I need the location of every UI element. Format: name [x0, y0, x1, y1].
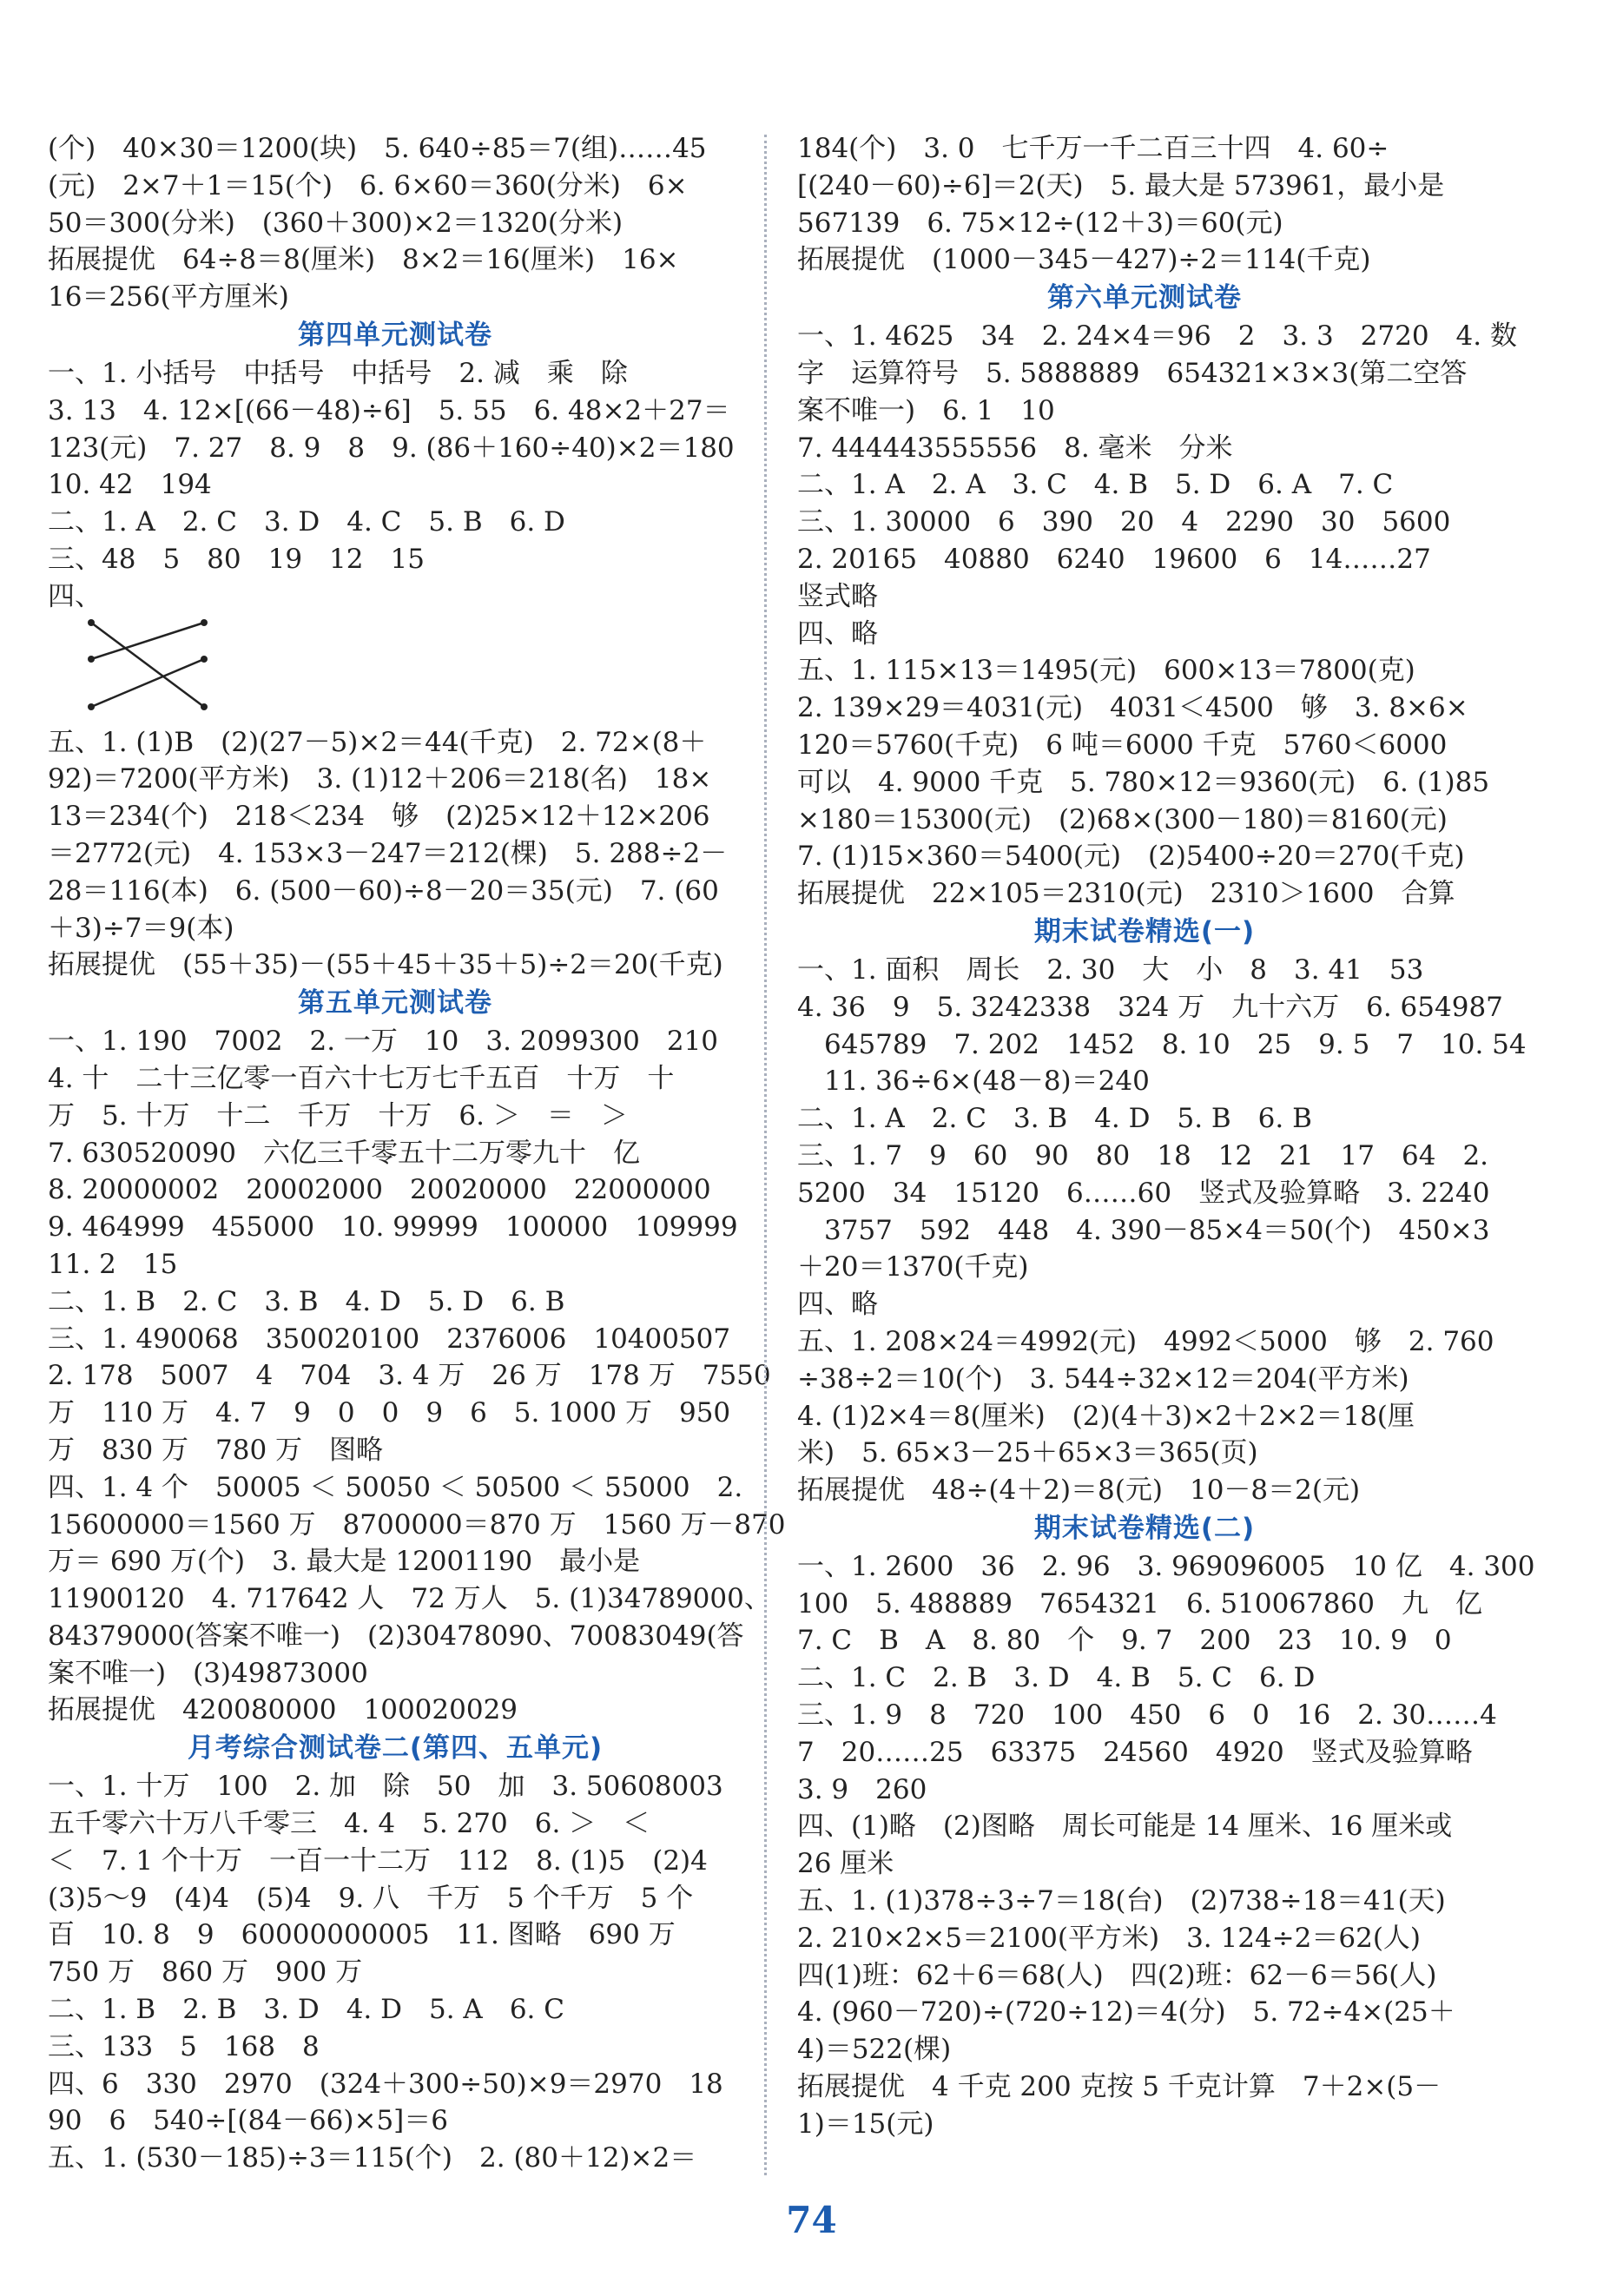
answer-line: 一、1. 4625 34 2. 24×4＝96 2 3. 3 2720 4. 数 [797, 320, 1517, 353]
answer-line: 五、1. (1)B (2)(27－5)×2＝44(千克) 2. 72×(8＋ [48, 726, 707, 758]
answer-line: 7. C B A 8. 80 个 9. 7 200 23 10. 9 0 [797, 1625, 1452, 1657]
answer-line: 645789 7. 202 1452 8. 10 25 9. 5 7 10. 54 [797, 1028, 1527, 1060]
answer-line: 三、1. 9 8 720 100 450 6 0 16 2. 30……4 [797, 1699, 1497, 1732]
answer-line: 2. 210×2×5＝2100(平方米) 3. 124÷2＝62(人) [797, 1922, 1422, 1954]
answer-line: 92)＝7200(平方米) 3. (1)12＋206＝218(名) 18× [48, 763, 712, 795]
answer-line: ＋3)÷7＝9(本) [48, 912, 234, 944]
answer-line: 3757 592 448 4. 390－85×4＝50(个) 450×3 [797, 1214, 1490, 1246]
matching-lines-figure [48, 616, 742, 724]
answer-line: 案不唯一) (3)49873000 [48, 1657, 368, 1689]
answer-line: 五千零六十万八千零三 4. 4 5. 270 6. ＞ ＜ [48, 1808, 650, 1840]
answer-line: 90 6 540÷[(84－66)×5]＝6 [48, 2105, 449, 2137]
answer-line: 4. 十 二十三亿零一百六十七万七千五百 十万 十 [48, 1062, 675, 1094]
answer-line: [(240－60)÷6]＝2(天) 5. 最大是 573961，最小是 [797, 169, 1445, 201]
answer-line: 四、(1)略 (2)图略 周长可能是 14 厘米、16 厘米或 [797, 1811, 1453, 1843]
answer-line: 28＝116(本) 6. (500－60)÷8－20＝35(元) 7. (60 [48, 874, 719, 907]
answer-line: 三、1. 7 9 60 90 80 18 12 21 17 64 2. [797, 1139, 1489, 1171]
answer-line: (个) 40×30＝1200(块) 5. 640÷85＝7(组)……45 [48, 133, 707, 164]
answer-line: 三、48 5 80 19 12 15 [48, 543, 425, 575]
page-number: 74 [786, 2199, 837, 2241]
answer-line: 二、1. C 2. B 3. D 4. B 5. C 6. D [797, 1662, 1316, 1694]
answer-line: 184(个) 3. 0 七千万一千二百三十四 4. 60÷ [797, 133, 1389, 164]
answer-line: 三、1. 490068 350020100 2376006 10400507 [48, 1323, 731, 1355]
answer-line: ＋20＝1370(千克) [797, 1251, 1029, 1283]
answer-line: ÷38÷2＝10(个) 3. 544÷32×12＝204(平方米) [797, 1362, 1409, 1395]
answer-line: 7. (1)15×360＝5400(元) (2)5400÷20＝270(千克) [797, 841, 1465, 873]
answer-line: 拓展提优 4 千克 200 克按 5 千克计算 7＋2×(5－ [797, 2071, 1442, 2103]
column-divider [764, 135, 767, 2175]
answer-line: 9. 464999 455000 10. 99999 100000 109999 [48, 1211, 738, 1244]
answer-line: 拓展提优 (1000－345－427)÷2＝114(千克) [797, 244, 1371, 276]
answer-line: 五、1. 208×24＝4992(元) 4992＜5000 够 2. 760 [797, 1325, 1494, 1357]
answer-line: 4. 36 9 5. 3242338 324 万 九十六万 6. 654987 [797, 991, 1503, 1023]
answer-line: 一、1. 面积 周长 2. 30 大 小 8 3. 41 53 [797, 953, 1424, 986]
answer-line: 万 110 万 4. 7 9 0 0 9 6 5. 1000 万 950 [48, 1397, 731, 1429]
answer-line: 2. 178 5007 4 704 3. 4 万 26 万 178 万 7550 [48, 1360, 771, 1392]
answer-line: 万＝ 690 万(个) 3. 最大是 12001190 最小是 [48, 1546, 641, 1578]
answer-line: 二、1. B 2. B 3. D 4. D 5. A 6. C [48, 1994, 564, 2026]
answer-line: 3. 9 260 [797, 1773, 927, 1805]
answer-line: 字 运算符号 5. 5888889 654321×3×3(第二空答 [797, 357, 1468, 389]
answer-line: 84379000(答案不唯一) (2)30478090、70083049(答 [48, 1620, 744, 1652]
answer-line: 2. 20165 40880 6240 19600 6 14……27 [797, 543, 1431, 575]
answer-line: 4)＝522(棵) [797, 2034, 952, 2066]
answer-line: 5200 34 15120 6……60 竖式及验算略 3. 2240 [797, 1177, 1490, 1209]
section-heading: 期末试卷精选(二) [1033, 1512, 1256, 1544]
answer-line: 10. 42 194 [48, 469, 212, 501]
answer-line: 1)＝15(元) [797, 2108, 934, 2140]
answer-line: 可以 4. 9000 千克 5. 780×12＝9360(元) 6. (1)85 [797, 766, 1490, 798]
answer-line: ＝2772(元) 4. 153×3－247＝212(棵) 5. 288÷2－ [48, 837, 728, 869]
answer-line: 一、1. 2600 36 2. 96 3. 969096005 10 亿 4. 300 [797, 1550, 1535, 1582]
section-heading: 第四单元测试卷 [298, 319, 492, 351]
answer-line: 123(元) 7. 27 8. 9 8 9. (86＋160÷40)×2＝180 [48, 432, 735, 464]
answer-line: (元) 2×7＋1＝15(个) 6. 6×60＝360(分米) 6× [48, 169, 688, 201]
answer-line: 万 5. 十万 十二 千万 十万 6. ＞ ＝ ＞ [48, 1099, 628, 1132]
answer-line: 13＝234(个) 218＜234 够 (2)25×12＋12×206 [48, 801, 710, 833]
answer-line: 二、1. B 2. C 3. B 4. D 5. D 6. B [48, 1285, 565, 1317]
answer-line: 米) 5. 65×3－25＋65×3＝365(页) [797, 1437, 1258, 1469]
answer-line: 四(1)班：62＋6＝68(人) 四(2)班：62－6＝56(人) [797, 1959, 1437, 1991]
answer-line: 567139 6. 75×12÷(12＋3)＝60(元) [797, 207, 1283, 239]
answer-line: 四、1. 4 个 50005 ＜ 50050 ＜ 50500 ＜ 55000 2. [48, 1471, 743, 1503]
left-column [48, 130, 786, 2177]
answer-line: 一、1. 小括号 中括号 中括号 2. 减 乘 除 [48, 357, 628, 389]
answer-line: 8. 20000002 20002000 20020000 22000000 [48, 1174, 711, 1206]
answer-line: 7. 444443555556 8. 毫米 分米 [797, 432, 1233, 464]
answer-line: 11900120 4. 717642 人 72 万人 5. (1)34789000、 [48, 1583, 771, 1615]
answer-line: 万 830 万 780 万 图略 [48, 1434, 384, 1466]
answer-line: 7. 630520090 六亿三千零五十二万零九十 亿 [48, 1137, 640, 1169]
answer-line: 四、略 [797, 617, 878, 650]
answer-line: 四、6 330 2970 (324＋300÷50)×9＝2970 18 [48, 2068, 723, 2100]
answer-line: 五、1. 115×13＝1495(元) 600×13＝7800(克) [797, 655, 1415, 687]
section-heading: 第五单元测试卷 [298, 987, 492, 1019]
answer-line: 五、1. (1)378÷3÷7＝18(台) (2)738÷18＝41(天) [797, 1885, 1446, 1917]
answer-line: 拓展提优 (55＋35)－(55＋45＋35＋5)÷2＝20(千克) [48, 949, 723, 981]
answer-line: 竖式略 [797, 580, 878, 612]
answer-line: 一、1. 190 7002 2. 一万 10 3. 2099300 210 [48, 1026, 719, 1058]
answer-line: 拓展提优 64÷8＝8(厘米) 8×2＝16(厘米) 16× [48, 244, 679, 276]
answer-line: 五、1. (530－185)÷3＝115(个) 2. (80＋12)×2＝ [48, 2142, 697, 2174]
answer-line: 2. 139×29＝4031(元) 4031＜4500 够 3. 8×6× [797, 692, 1468, 724]
answer-line: 3. 13 4. 12×[(66－48)÷6] 5. 55 6. 48×2＋27＝ [48, 394, 730, 426]
section-heading: 期末试卷精选(一) [1033, 915, 1256, 947]
answer-line: 四、略 [797, 1289, 878, 1321]
answer-line: ＜ 7. 1 个十万 一百一十二万 112 8. (1)5 (2)4 [48, 1844, 708, 1877]
answer-line: 750 万 860 万 900 万 [48, 1956, 363, 1989]
answer-line: 拓展提优 48÷(4＋2)＝8(元) 10－8＝2(元) [797, 1475, 1361, 1507]
answer-line: 26 厘米 [797, 1848, 894, 1880]
answer-line: (3)5～9 (4)4 (5)4 9. 八 千万 5 个千万 5 个 [48, 1882, 694, 1914]
answer-line: 三、133 5 168 8 [48, 2030, 320, 2062]
answer-line: 二、1. A 2. A 3. C 4. B 5. D 6. A 7. C [797, 469, 1394, 501]
answer-line: 7 20……25 63375 24560 4920 竖式及验算略 [797, 1736, 1473, 1768]
answer-line: 二、1. A 2. C 3. B 4. D 5. B 6. B [797, 1103, 1312, 1135]
answer-line: 三、1. 30000 6 390 20 4 2290 30 5600 [797, 506, 1451, 538]
answer-line: 50＝300(分米) (360＋300)×2＝1320(分米) [48, 207, 623, 239]
section-heading: 第六单元测试卷 [1047, 282, 1242, 314]
answer-line: 11. 2 15 [48, 1248, 178, 1280]
right-column [797, 130, 1535, 2143]
answer-line: 4. (960－720)÷(720÷12)＝4(分) 5. 72÷4×(25＋ [797, 1996, 1455, 2029]
answer-line: 120＝5760(千克) 6 吨＝6000 千克 5760＜6000 [797, 729, 1448, 761]
answer-line: 拓展提优 22×105＝2310(元) 2310＞1600 合算 [797, 878, 1455, 910]
answer-line: 4. (1)2×4＝8(厘米) (2)(4＋3)×2＋2×2＝18(厘 [797, 1400, 1415, 1432]
answer-line: 15600000＝1560 万 8700000＝870 万 1560 万－870 [48, 1508, 786, 1541]
answer-line: 二、1. A 2. C 3. D 4. C 5. B 6. D [48, 506, 565, 538]
answer-line: 一、1. 十万 100 2. 加 除 50 加 3. 50608003 [48, 1771, 723, 1803]
answer-line: 16＝256(平方厘米) [48, 281, 289, 313]
answer-line: 拓展提优 420080000 100020029 [48, 1694, 518, 1726]
section-heading: 月考综合测试卷二(第四、五单元) [187, 1732, 604, 1765]
answer-line: ×180＝15300(元) (2)68×(300－180)＝8160(元) [797, 803, 1448, 835]
answer-line: 四、 [48, 580, 102, 612]
answer-line: 案不唯一) 6. 1 10 [797, 394, 1055, 426]
answer-line: 100 5. 488889 7654321 6. 510067860 九 亿 [797, 1587, 1482, 1620]
answer-line: 11. 36÷6×(48－8)＝240 [797, 1066, 1150, 1098]
answer-line: 百 10. 8 9 60000000005 11. 图略 690 万 [48, 1919, 676, 1951]
